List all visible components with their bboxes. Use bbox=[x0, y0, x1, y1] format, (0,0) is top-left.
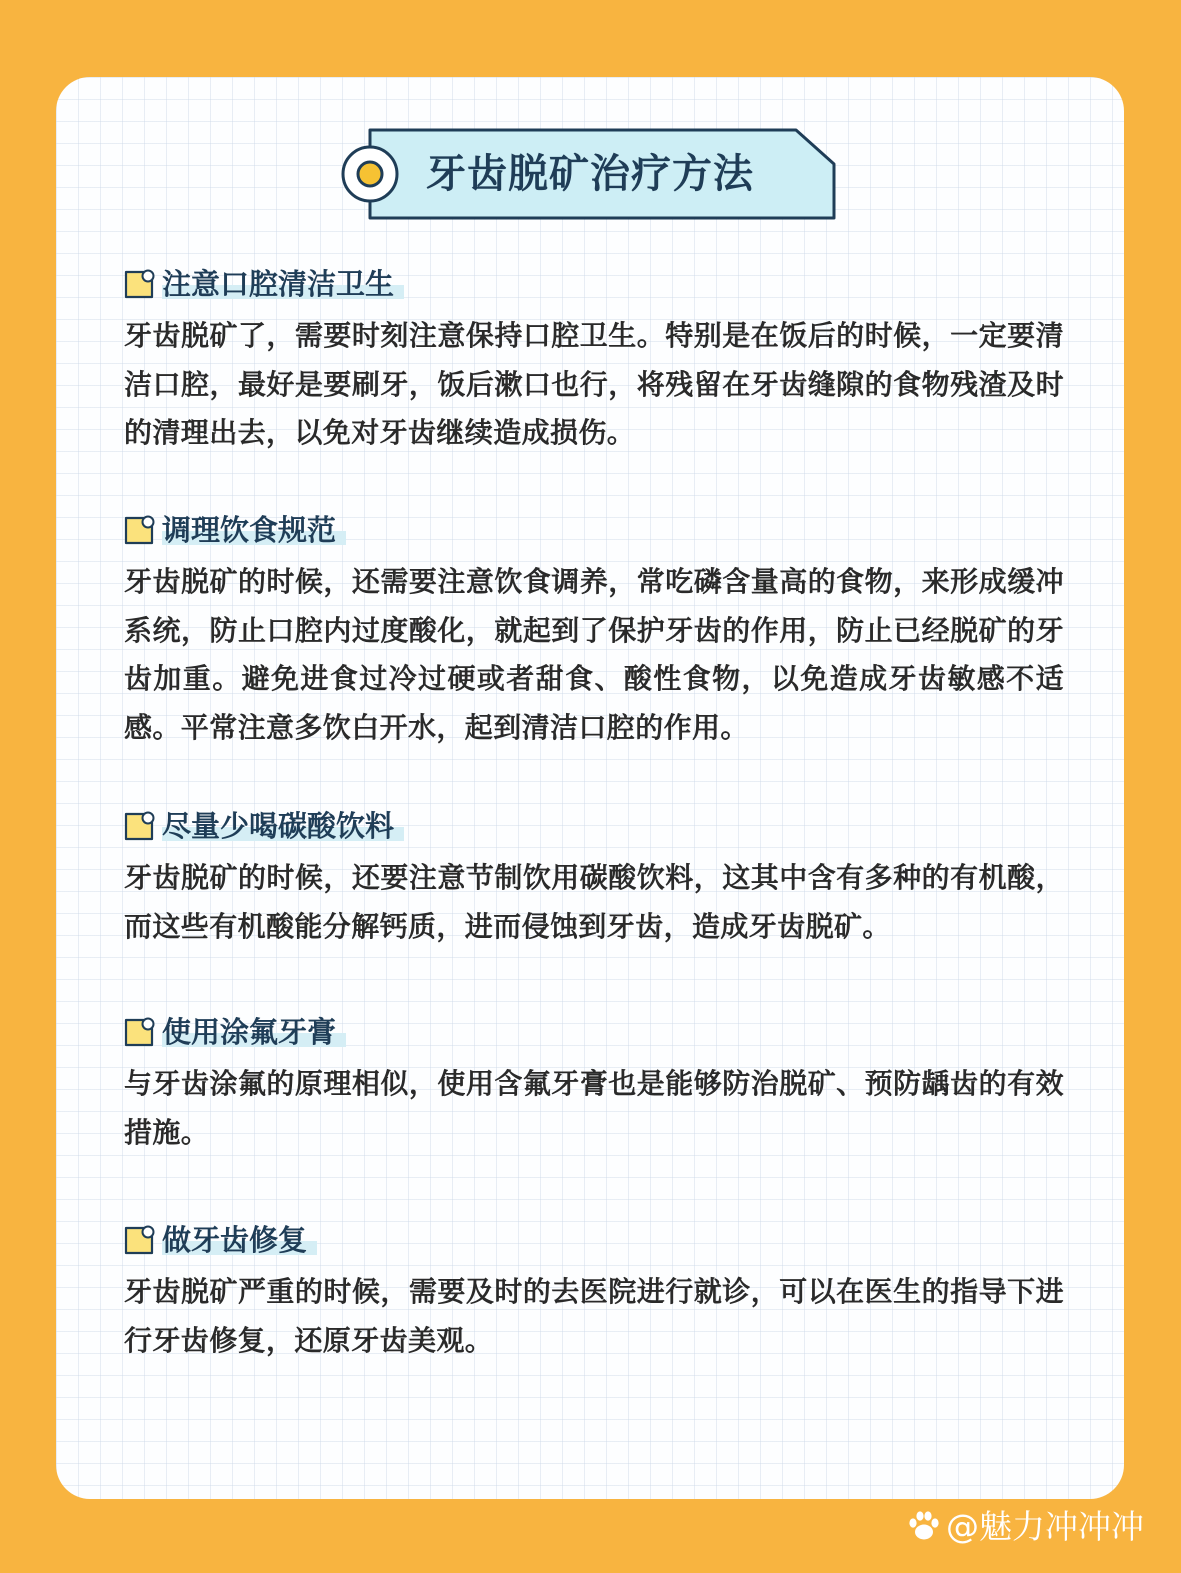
section-oral-hygiene bbox=[124, 264, 1064, 458]
section-heading bbox=[124, 806, 1064, 846]
section-title: 调理饮食规范 bbox=[162, 510, 346, 550]
section-title: 注意口腔清洁卫生 bbox=[162, 264, 404, 304]
section-heading bbox=[124, 510, 1064, 550]
note-icon bbox=[124, 514, 156, 546]
note-icon bbox=[124, 268, 156, 300]
section-title: 使用涂氟牙膏 bbox=[162, 1012, 346, 1052]
section-tooth-repair bbox=[124, 1220, 1064, 1365]
section-body: 与牙齿涂氟的原理相似，使用含氟牙膏也是能够防治脱矿、预防龋齿的有效措施。 bbox=[124, 1067, 1064, 1149]
section-heading bbox=[124, 1012, 1064, 1052]
section-carbonated-drinks bbox=[124, 806, 1064, 951]
section-heading bbox=[124, 1220, 1064, 1260]
section-title: 尽量少喝碳酸饮料 bbox=[162, 806, 404, 846]
paw-icon bbox=[906, 1508, 942, 1544]
section-diet bbox=[124, 510, 1064, 752]
section-body: 牙齿脱矿的时候，还要注意节制饮用碳酸饮料，这其中含有多种的有机酸，而这些有机酸能分解钙质，进而侵蚀到牙齿，造成牙齿脱矿。 bbox=[124, 861, 1064, 943]
section-title: 做牙齿修复 bbox=[162, 1220, 317, 1260]
note-icon bbox=[124, 810, 156, 842]
target-badge-icon bbox=[340, 144, 400, 204]
watermark-text: @魅力冲冲冲 bbox=[946, 1507, 1144, 1546]
note-icon bbox=[124, 1016, 156, 1048]
page-title: 牙齿脱矿治疗方法 bbox=[426, 151, 754, 197]
section-heading bbox=[124, 264, 1064, 304]
section-body: 牙齿脱矿了，需要时刻注意保持口腔卫生。特别是在饭后的时候，一定要清洁口腔，最好是要刷牙，饭后漱口也行，将残留在牙齿缝隙的食物残渣及时的清理出去，以免对牙齿继续造成损伤。 bbox=[124, 319, 1064, 449]
note-icon bbox=[124, 1224, 156, 1256]
title-banner bbox=[368, 128, 836, 220]
section-fluoride-toothpaste bbox=[124, 1012, 1064, 1157]
section-body: 牙齿脱矿严重的时候，需要及时的去医院进行就诊，可以在医生的指导下进行牙齿修复，还原牙齿美观。 bbox=[124, 1275, 1064, 1357]
section-body: 牙齿脱矿的时候，还需要注意饮食调养，常吃磷含量高的食物，来形成缓冲系统，防止口腔内过度酸化，就起到了保护牙齿的作用，防止已经脱矿的牙齿加重。避免进食过冷过硬或者甜食、酸性食物，以免造成牙齿敏感不适感。平常注意多饮白开水，起到清洁口腔的作用。 bbox=[124, 565, 1064, 744]
